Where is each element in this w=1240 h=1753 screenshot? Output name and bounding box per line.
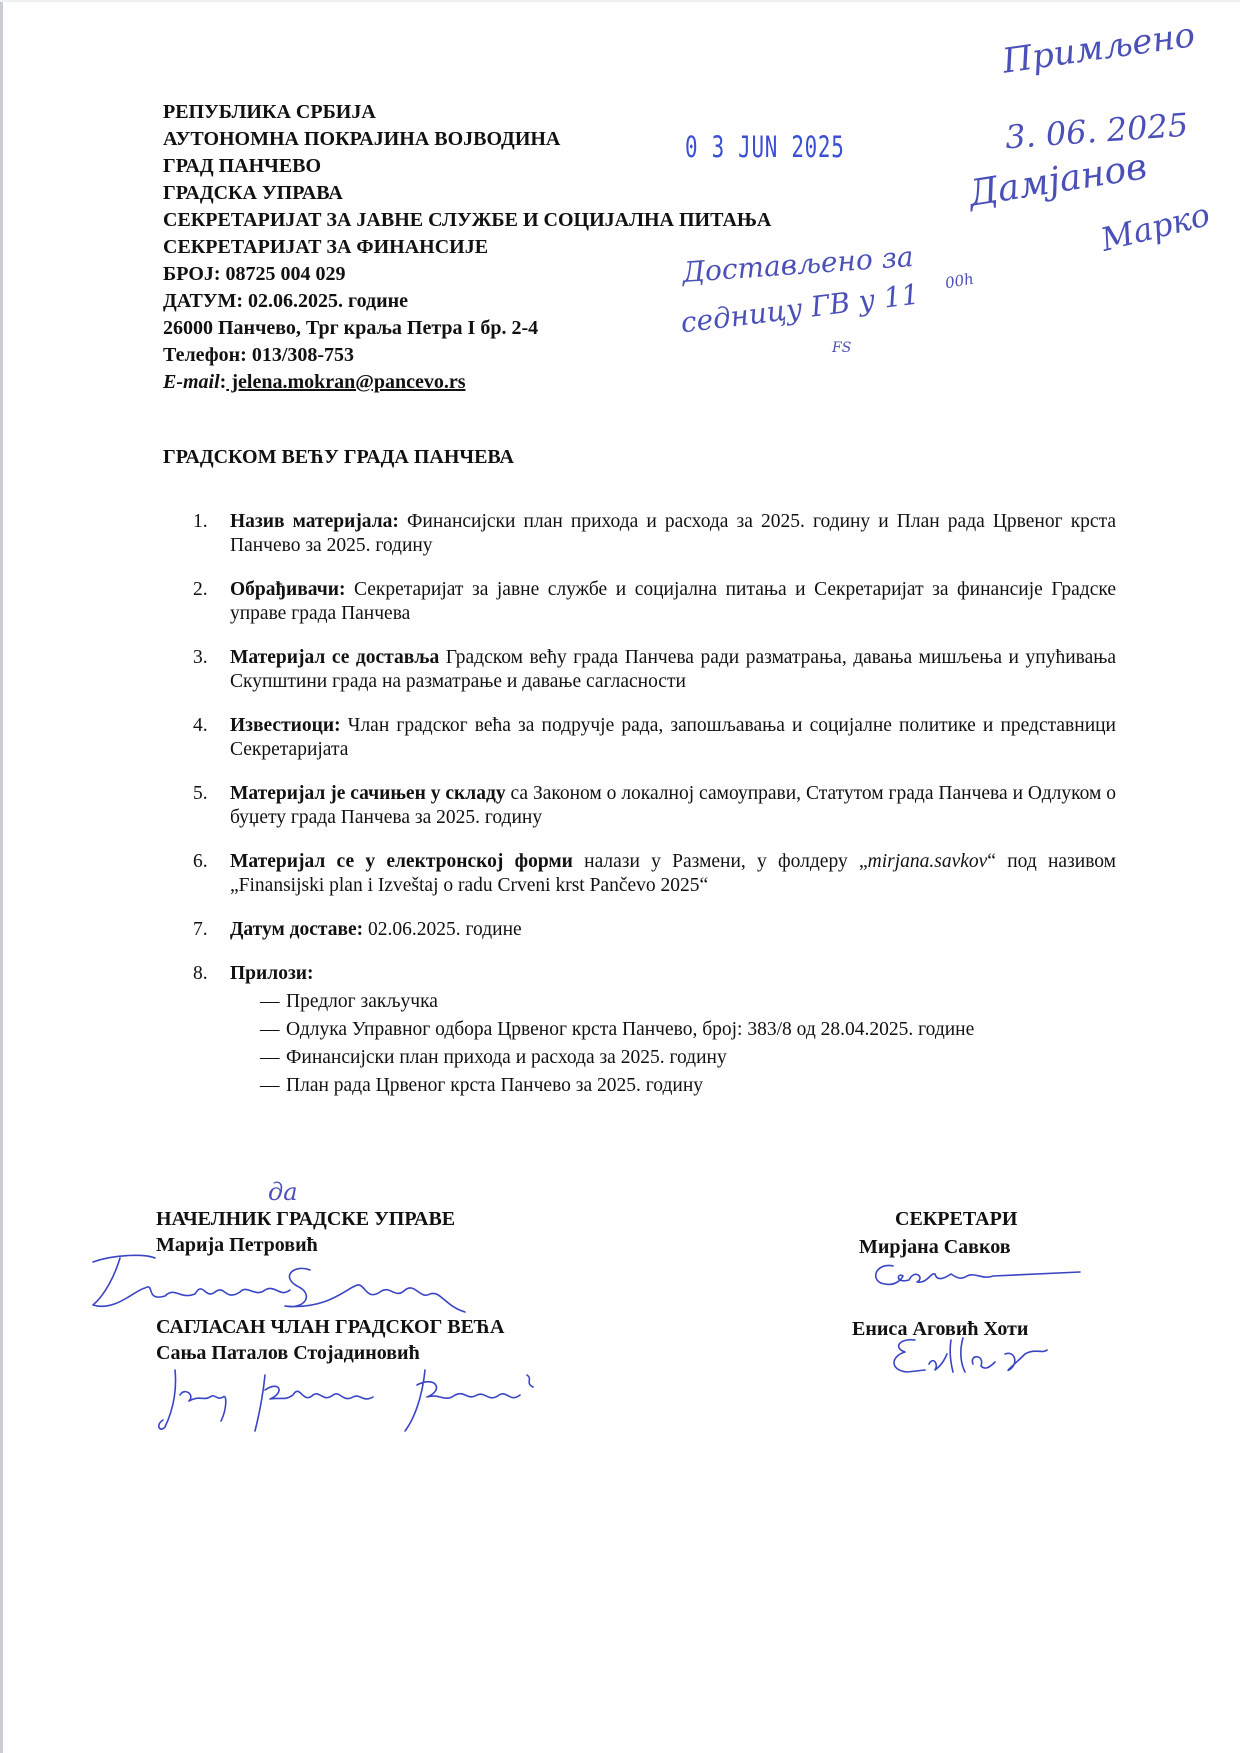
header-phone: Телефон: 013/308-753 (163, 344, 355, 366)
attachment-item (230, 1074, 1116, 1098)
item-label: Датум доставе: (230, 919, 364, 940)
received-date-stamp: 0 3 JUN 2025 (685, 130, 845, 164)
handwritten-signature-left-top (85, 1250, 485, 1320)
dash-bullet: — (260, 1047, 280, 1068)
handwritten-note-line2: седницу ГВ у 11 (678, 277, 922, 340)
item-number: 1. (193, 511, 208, 532)
item-text: Члан градског већа за подручје рада, запошљавања и социјалне политике и представници Секретаријата (230, 715, 1116, 760)
attachment-item (230, 990, 1116, 1014)
email-link[interactable]: jelena.mokran@pancevo.rs (226, 371, 466, 393)
item-label: Обрађивачи: (230, 579, 346, 600)
item-label: Материјал се доставља (230, 647, 440, 668)
list-item-authors (188, 578, 1116, 626)
header-secretariat-social: СЕКРЕТАРИЈАТ ЗА ЈАВНЕ СЛУЖБЕ И СОЦИЈАЛНА ПИТАЊА (163, 209, 772, 231)
header-address: 26000 Панчево, Трг краља Петра I бр. 2-4 (163, 317, 539, 339)
right-title-block (895, 1206, 1017, 1232)
email-colon: : (219, 371, 227, 393)
header-date: ДАТУМ: 02.06.2025. године (163, 290, 409, 312)
handwritten-received-date: 3. 06. 2025 (1003, 105, 1190, 157)
item-label: Материјал се у електронској форми (230, 851, 573, 872)
attachment-text: План рада Црвеног крста Панчево за 2025. годину (286, 1075, 704, 1096)
handwritten-da-annotation: да (268, 1178, 298, 1206)
list-item-reporters (188, 714, 1116, 762)
item-number: 4. (193, 715, 208, 736)
attachments-list (230, 990, 1116, 1098)
document-header (163, 99, 771, 396)
header-administration: ГРАДСКА УПРАВА (163, 182, 343, 204)
list-item-electronic-form (188, 850, 1116, 898)
handwritten-note-line1: Достављено за (681, 239, 915, 290)
list-item-delivery (188, 646, 1116, 694)
signer-name: Мирјана Савков (859, 1236, 1011, 1258)
secretaries-title: СЕКРЕТАРИ (895, 1208, 1018, 1230)
signer-name: Марија Петровић (156, 1234, 318, 1256)
item-text: налази у Размени, у фолдеру „ (572, 851, 868, 872)
header-city: ГРАД ПАНЧЕВО (163, 155, 322, 177)
item-number: 3. (193, 647, 208, 668)
left-bottom-signature-block (156, 1314, 504, 1366)
item-text: Градском већу града Панчева ради разматрања, давања мишљења и упућивања Скупштини града на разматрање и давање сагласности (230, 647, 1116, 692)
attachment-item (230, 1018, 1116, 1042)
header-province: АУТОНОМНА ПОКРАЈИНА ВОЈВОДИНА (163, 128, 561, 150)
signer-name: Ениса Аговић Хоти (852, 1318, 1029, 1340)
item-text: Секретаријат за јавне службе и социјална питања и Секретаријат за финансије Градске управе града Панчева (230, 579, 1116, 624)
item-text: Финансијски план прихода и расхода за 2025. годину и План рада Црвеног крста Панчево за 2025. годину (230, 511, 1116, 556)
item-label: Материјал је сачињен у складу (230, 783, 506, 804)
list-item-attachments (188, 962, 1116, 1098)
folder-name: mirjana.savkov (867, 851, 988, 872)
signer-title: САГЛАСАН ЧЛАН ГРАДСКОГ ВЕЋА (156, 1316, 505, 1338)
item-number: 8. (193, 963, 208, 984)
header-country: РЕПУБЛИКА СРБИЈА (163, 101, 376, 123)
item-label: Прилози: (230, 963, 314, 984)
attachment-text: Финансијски план прихода и расхода за 2025. годину (286, 1047, 727, 1068)
item-text-continued: “ под називом „Finansijski plan i Izveštaj o radu Crveni krst Pančevo 2025“ (230, 851, 1116, 896)
attachment-text: Одлука Управног одбора Црвеног крста Панчево, број: 383/8 од 28.04.2025. године (286, 1019, 975, 1040)
dash-bullet: — (260, 991, 280, 1012)
scan-edge-left (0, 0, 3, 1753)
list-item-title (188, 510, 1116, 558)
item-label: Назив материјала: (230, 511, 399, 532)
handwritten-signature-agovic-hoti (885, 1334, 1055, 1379)
item-text: 02.06.2025. године (363, 919, 522, 940)
item-label: Известиоци: (230, 715, 341, 736)
attachment-item (230, 1046, 1116, 1070)
recipient-heading: ГРАДСКОМ ВЕЋУ ГРАДА ПАНЧЕВА (163, 446, 514, 468)
handwritten-note-initials: FS (832, 340, 852, 356)
header-number: БРОЈ: 08725 004 029 (163, 263, 346, 285)
list-item-compliance (188, 782, 1116, 830)
signer-name: Сања Паталов Стојадиновић (156, 1342, 420, 1364)
header-secretariat-finance: СЕКРЕТАРИЈАТ ЗА ФИНАНСИЈЕ (163, 236, 489, 258)
item-number: 5. (193, 783, 208, 804)
email-label: E-mail (163, 371, 220, 393)
item-number: 2. (193, 579, 208, 600)
item-text: са Законом о локалној самоуправи, Статутом града Панчева и Одлуком о буџету града Панчева за 2025. годину (230, 783, 1116, 828)
attachment-text: Предлог закључка (286, 991, 438, 1012)
dash-bullet: — (260, 1075, 280, 1096)
dash-bullet: — (260, 1019, 280, 1040)
handwritten-signature-left-bottom (155, 1365, 555, 1435)
scan-edge-top (0, 0, 1240, 2)
item-number: 6. (193, 851, 208, 872)
list-item-delivery-date (188, 918, 1116, 942)
handwritten-received-name: Дамјанов (965, 146, 1150, 215)
handwritten-received-initials: Марко (1097, 195, 1214, 259)
header-email-row (163, 369, 771, 396)
signer-title: НАЧЕЛНИК ГРАДСКЕ УПРАВЕ (156, 1208, 456, 1230)
right-signer-1 (859, 1234, 1011, 1260)
handwritten-received-word: Примљено (1000, 15, 1198, 82)
handwritten-signature-savkov (865, 1258, 1085, 1293)
item-number: 7. (193, 919, 208, 940)
handwritten-note-superscript: 00h (943, 269, 976, 293)
material-items-list (188, 510, 1116, 1118)
